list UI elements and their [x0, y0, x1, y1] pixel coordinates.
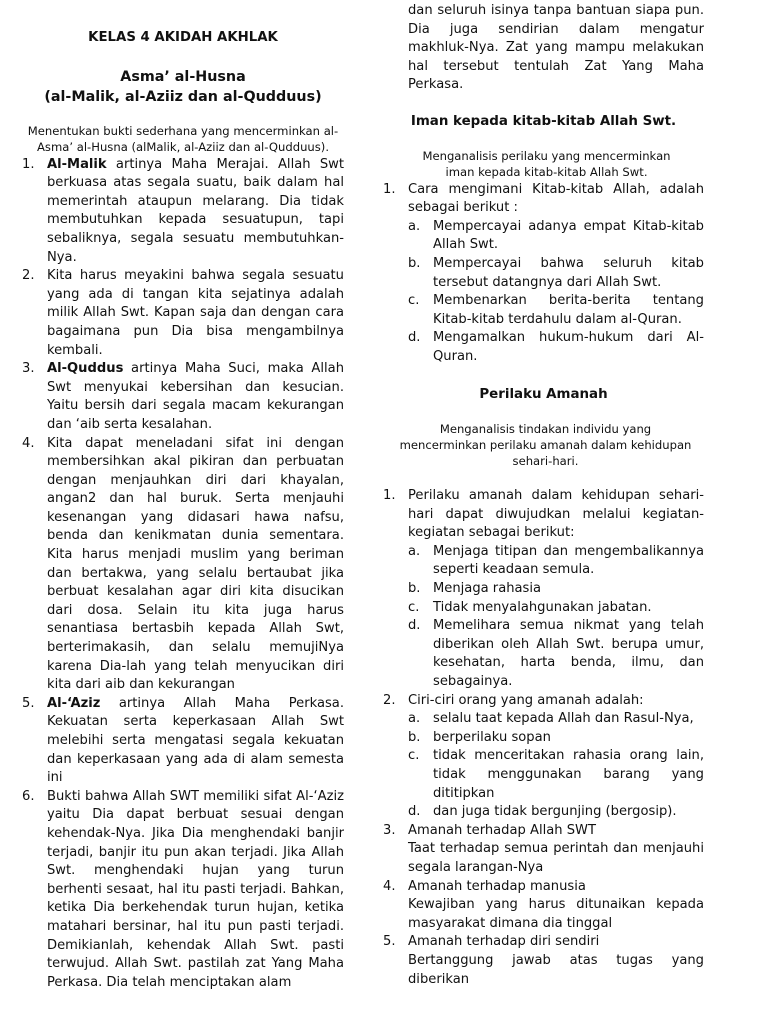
subtitle-line1: Asma’ al-Husna — [120, 68, 246, 85]
term: Al-Quddus — [47, 361, 124, 377]
sub-marker: a. — [408, 711, 421, 727]
list-marker: 1. — [383, 181, 396, 197]
list-marker: 2. — [22, 268, 35, 284]
amanah-list — [383, 487, 704, 989]
section-intro: Menentukan bukti sederhana yang mencerminkan al-Asma’ al-Husna (alMalik, al-Aziiz dan al-Qudduus). — [27, 123, 339, 154]
sub-text: Tidak menyalahgunakan jabatan. — [433, 599, 652, 615]
item-text: artinya Maha Merajai. Allah Swt berkuasa atas segala suatu, baik dalam hal memerintah ataupun melarang. Dia tidak membutuhkan kepada sesuatupun, tapi sebaliknya, segala sesuatu membutuhkan-Nya. — [47, 156, 344, 265]
list-marker: 3. — [383, 822, 396, 838]
sub-item — [408, 292, 704, 329]
list-item — [383, 692, 704, 822]
sub-item — [408, 329, 704, 366]
ciri-sublist — [408, 710, 704, 822]
sub-text: dan juga tidak bergunjing (bergosip). — [433, 804, 677, 820]
list-item — [383, 181, 704, 367]
kitab-list — [383, 181, 704, 367]
list-item — [22, 435, 344, 695]
section-intro-kitab: Menganalisis perilaku yang mencerminkan iman kepada kitab-kitab Allah Swt. — [422, 148, 671, 179]
item-detail: Bertanggung jawab atas tugas yang diberikan — [408, 952, 704, 987]
item-text: artinya Allah Maha Perkasa. Kekuatan serta keperkasaan Allah Swt melebihi serta mengatasi segala kekuatan dan keperkasaan yang ada di alam semesta ini — [47, 695, 344, 786]
item-text: Amanah terhadap diri sendiri — [408, 934, 600, 950]
sub-item — [408, 617, 704, 691]
asmaul-husna-list — [22, 156, 344, 993]
item-text: Amanah terhadap Allah SWT — [408, 822, 596, 838]
term: Al-Malik — [47, 156, 107, 172]
sub-text: Mengamalkan hukum-hukum dari Al-Quran. — [433, 330, 704, 364]
section-heading-kitab: Iman kepada kitab-kitab Allah Swt. — [410, 113, 677, 129]
continuation-text: dan seluruh isinya tanpa bantuan siapa pun. Dia juga sendirian dalam mengatur makhluk-Nya. Zat yang mampu melakukan hal tersebut tentulah Zat Yang Maha Perkasa. — [408, 3, 704, 93]
left-column — [22, 0, 344, 992]
sub-item — [408, 710, 704, 729]
list-item — [22, 156, 344, 268]
sub-item — [408, 747, 704, 803]
sub-marker: c. — [408, 599, 420, 615]
sub-text: Memelihara semua nikmat yang telah diberikan oleh Allah Swt. berupa umur, kesehatan, harta benda, ilmu, dan sebagainya. — [433, 618, 704, 690]
sub-marker: d. — [408, 618, 421, 634]
sub-item — [408, 218, 704, 255]
sub-text: selalu taat kepada Allah dan Rasul-Nya, — [433, 711, 694, 727]
list-item — [22, 695, 344, 788]
list-marker: 5. — [383, 934, 396, 950]
list-item — [22, 360, 344, 434]
sub-marker: d. — [408, 804, 421, 820]
sub-marker: c. — [408, 293, 420, 309]
right-column — [383, 0, 704, 989]
item-text: Kita dapat meneladani sifat ini dengan membersihkan akal pikiran dan perbuatan dengan menjauhkan diri dari khayalan, angan2 dan hal buruk. Serta menjauhi kesenangan yang didasari hawa nafsu, benda dan kenikmatan dunia sementara. Kita harus menjadi muslim yang beriman dan bertakwa, yang selalu bertaubat jika berbuat kesalahan agar diri kita disucikan dari dosa. Selain itu kita juga harus senantiasa bertasbih kepada Allah Swt, berterimakasih, dan selalu memujiNya karena Dia-lah yang telah menyucikan diri kita dari aib dan kekurangan — [47, 435, 344, 693]
list-marker: 4. — [383, 878, 396, 894]
kitab-sublist — [408, 218, 704, 367]
list-marker: 3. — [22, 361, 35, 377]
list-marker: 4. — [22, 435, 35, 451]
sub-text: Menjaga titipan dan mengembalikannya seperti keadaan semula. — [433, 543, 704, 578]
list-item — [383, 822, 704, 878]
sub-text: Membenarkan berita-berita tentang Kitab-kitab terdahulu dalam al-Quran. — [433, 293, 704, 327]
section-intro-amanah: Menganalisis tindakan individu yang mencerminkan perilaku amanah dalam kehidupan sehari-hari. — [399, 422, 692, 469]
item-text: Ciri-ciri orang yang amanah adalah: — [408, 692, 644, 708]
sub-marker: b. — [408, 581, 421, 597]
sub-item — [408, 543, 704, 580]
item-text: Perilaku amanah dalam kehidupan sehari-hari dapat diwujudkan melalui kegiatan-kegiatan sebagai berikut: — [408, 488, 704, 541]
amanah-sublist — [408, 543, 704, 692]
item-text: artinya Maha Suci, maka Allah Swt menyukai kebersihan dan kesucian. Yaitu bersih dari segala macam kekurangan dan ‘aib serta kesalahan. — [47, 361, 344, 432]
list-item — [22, 788, 344, 993]
item-detail: Kewajiban yang harus ditunaikan kepada masyarakat dimana dia tinggal — [408, 897, 704, 931]
list-item — [383, 933, 704, 989]
sub-marker: b. — [408, 729, 421, 745]
list-marker: 2. — [383, 692, 396, 708]
list-marker: 1. — [383, 488, 396, 504]
item-text: Amanah terhadap manusia — [408, 878, 586, 894]
list-marker: 1. — [22, 156, 35, 172]
sub-text: berperilaku sopan — [433, 729, 551, 745]
list-item — [22, 267, 344, 360]
list-marker: 6. — [22, 788, 35, 804]
sub-item — [408, 729, 704, 748]
sub-marker: c. — [408, 748, 420, 764]
item-text: Cara mengimani Kitab-kitab Allah, adalah sebagai berikut : — [408, 181, 704, 216]
list-marker: 5. — [22, 695, 35, 711]
sub-text: tidak menceritakan rahasia orang lain, tidak menggunakan barang yang dititipkan — [433, 748, 704, 801]
sub-item — [408, 255, 704, 292]
sub-marker: b. — [408, 255, 421, 271]
subtitle-line2: (al-Malik, al-Aziiz dan al-Qudduus) — [44, 88, 322, 105]
sub-text: Mempercayai adanya empat Kitab-kitab Allah Swt. — [433, 218, 704, 253]
list-item — [383, 878, 704, 934]
sub-marker: d. — [408, 330, 421, 346]
sub-marker: a. — [408, 218, 421, 234]
sub-text: Mempercayai bahwa seluruh kitab tersebut datangnya dari Allah Swt. — [433, 255, 704, 290]
sub-item — [408, 580, 704, 599]
sub-marker: a. — [408, 543, 421, 559]
item-detail: Taat terhadap semua perintah dan menjauhi segala larangan-Nya — [408, 841, 704, 875]
section-heading-amanah: Perilaku Amanah — [479, 386, 608, 402]
term: Al-‘Aziz — [47, 695, 101, 711]
sub-item — [408, 803, 704, 822]
item-text: Kita harus meyakini bahwa segala sesuatu yang ada di tangan kita sejatinya adalah milik Allah Swt. Kapan saja dan dengan cara bagaimana pun Dia bisa mengambilnya kembali. — [47, 268, 344, 358]
sub-text: Menjaga rahasia — [433, 581, 542, 597]
sub-item — [408, 599, 704, 618]
page-title: KELAS 4 AKIDAH AKHLAK — [88, 30, 278, 45]
list-item — [383, 487, 704, 692]
item-text: Bukti bahwa Allah SWT memiliki sifat Al-‘Aziz yaitu Dia dapat berbuat sesuai dengan kehendak-Nya. Jika Dia menghendaki banjir terjadi, banjir itu pun akan terjadi. Jika Allah Swt. menghendaki hujan yang turun berhenti sesaat, hal itu pasti terjadi. Bahkan, ketika Dia berkehendak turun hujan, ketika matahari bersinar, hal itu pun pasti terjadi. Demikianlah, kehendak Allah Swt. pasti terwujud. Allah Swt. pastilah zat Yang Maha Perkasa. Dia telah menciptakan alam — [47, 788, 344, 990]
